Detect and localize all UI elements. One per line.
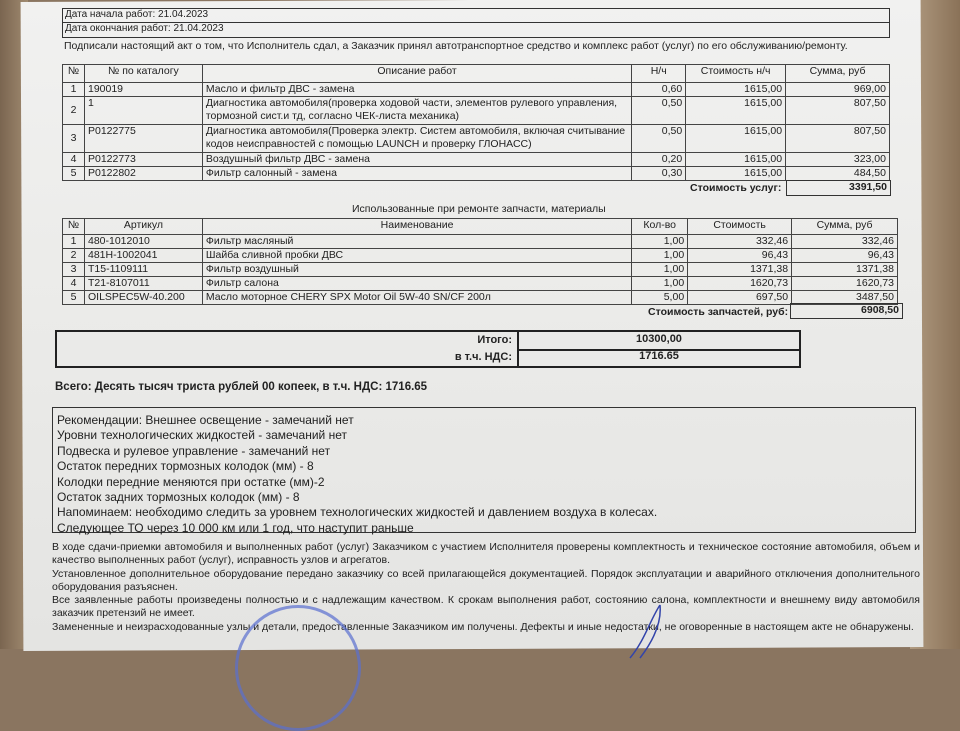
sum: 1620,73 [792,277,898,291]
hour-rate: 1615,00 [686,83,786,97]
part-name: Шайба сливной пробки ДВС [202,249,631,263]
col-header: Стоимость н/ч [686,65,786,83]
sum: 969,00 [786,83,890,97]
terms-paragraph: Установленное дополнительное оборудование передано заказчику со всей прилагающейся документацией. Порядок эксплуатации и аварийного отключения дополнительного оборудования разъяснен. [52,567,920,593]
totals-box [55,330,801,368]
price: 1371,38 [688,263,792,277]
table-row [63,167,890,181]
table-row [63,83,890,97]
part-name: Фильтр воздушный [202,263,631,277]
signature [620,600,680,660]
recommendation-line: Уровни технологических жидкостей - замечаний нет [57,428,347,443]
table-row [63,291,898,305]
recommendation-line: Колодки передние меняются при остатке (мм)-2 [57,474,325,489]
recommendation-line: Рекомендации: Внешнее освещение - замечаний нет [57,413,354,427]
col-header: № по каталогу [84,65,202,83]
hour-rate: 1615,00 [686,125,786,153]
article: 480-1012010 [84,235,202,249]
col-header: № [63,65,85,83]
work-description: Масло и фильтр ДВС - замена [202,83,631,97]
row-number: 4 [63,153,85,167]
works-total-label: Стоимость услуг: [690,182,782,194]
dates-box [62,8,890,38]
sum: 1371,38 [792,263,898,277]
table-row [63,125,890,153]
row-number: 4 [63,277,85,291]
hours: 0,50 [632,125,686,153]
price: 332,46 [688,235,792,249]
col-header: Наименование [202,219,631,235]
row-number: 5 [63,167,85,181]
hours: 0,20 [632,153,686,167]
article: OILSPEC5W-40.200 [84,291,202,305]
col-header: Артикул [84,219,202,235]
itogo-value: 10300,00 [517,332,799,351]
recommendation-line: Остаток задних тормозных колодок (мм) - 8 [57,490,300,505]
col-header: Описание работ [202,65,631,83]
sum: 96,43 [792,249,898,263]
parts-total: 6908,50 [790,303,903,319]
quantity: 1,00 [632,235,688,249]
catalog-number: P0122773 [84,153,202,167]
works-table [62,64,890,181]
work-description: Диагностика автомобиля(проверка ходовой части, элементов рулевого управления, тормозной сист.и тд, согласно ЧЕК-листа механика) [202,97,631,125]
hours: 0,30 [632,167,686,181]
article: T21-8107011 [84,277,202,291]
table-row [63,263,898,277]
recommendation-line: Остаток передних тормозных колодок (мм) - 8 [57,459,314,474]
quantity: 1,00 [632,249,688,263]
col-header: Сумма, руб [792,219,898,235]
hours: 0,50 [632,97,686,125]
table-row [63,277,898,291]
work-description: Воздушный фильтр ДВС - замена [202,153,631,167]
catalog-number: 190019 [84,83,202,97]
article: T15-1109111 [84,263,202,277]
terms-paragraph: Замененные и неизрасходованные узлы и детали, предоставленные Заказчиком им получены. Дефекты и иные недостатки, не оговоренные в настоящем акте не обнаружены. [52,620,914,633]
table-row [63,97,890,125]
catalog-number: P0122775 [84,125,202,153]
recommendation-line: Следующее ТО через 10 000 км или 1 год, что наступит раньше [57,520,414,535]
price: 697,50 [688,291,792,305]
hour-rate: 1615,00 [686,167,786,181]
table-row [63,153,890,167]
terms-paragraphs [52,541,920,634]
catalog-number: 1 [84,97,202,125]
total-in-words: Всего: Десять тысяч триста рублей 00 копеек, в т.ч. НДС: 1716.65 [55,381,428,393]
col-header: Кол-во [632,219,688,235]
col-header: Стоимость [688,219,792,235]
row-number: 1 [63,235,85,249]
parts-total-label: Стоимость запчастей, руб: [648,306,789,318]
table-row [63,235,898,249]
itogo-label: Итого: [477,334,512,346]
parts-table [62,218,898,305]
terms-paragraph: В ходе сдачи-приемки автомобиля и выполненных работ (услуг) Заказчиком с участием Исполнителя проверены комплектность и техническое состояние автомобиля, объем и качество выполненных работ (услуг), исправность узлов и агрегатов. [52,541,920,567]
intro-text: Подписали настоящий акт о том, что Исполнитель сдал, а Заказчик принял автотранспортное средство и комплекс работ (услуг) по его обслуживанию/ремонту. [64,40,848,52]
sum: 323,00 [786,153,890,167]
quantity: 1,00 [632,263,688,277]
vat-label: в т.ч. НДС: [454,351,512,363]
sum: 3487,50 [792,291,898,305]
end-date: Дата окончания работ: 21.04.2023 [65,23,224,34]
hour-rate: 1615,00 [686,153,786,167]
company-stamp [235,605,361,731]
quantity: 1,00 [632,277,688,291]
table-row [63,249,898,263]
work-description: Диагностика автомобиля(Проверка электр. Систем автомобиля, включая считывание кодов неисправностей с помощью LAUNCH и проверку ГЛОНАСС) [202,125,631,153]
start-date: Дата начала работ: 21.04.2023 [63,9,889,23]
price: 1620,73 [688,277,792,291]
sum: 807,50 [786,97,890,125]
quantity: 5,00 [632,291,688,305]
row-number: 2 [63,249,85,263]
col-header: Сумма, руб [786,65,890,83]
col-header: № [63,219,85,235]
hours: 0,60 [632,83,686,97]
price: 96,43 [688,249,792,263]
part-name: Фильтр масляный [202,235,631,249]
row-number: 1 [63,83,85,97]
row-number: 3 [63,263,85,277]
article: 481H-1002041 [84,249,202,263]
recommendations-box [52,407,916,533]
recommendation-line: Напоминаем: необходимо следить за уровнем технологических жидкостей и давлением воздуха в колесах. [57,505,658,520]
col-header: Н/ч [632,65,686,83]
sum: 484,50 [786,167,890,181]
sum: 332,46 [792,235,898,249]
works-total: 3391,50 [786,180,891,196]
vat-value: 1716.65 [517,350,799,366]
sum: 807,50 [786,125,890,153]
part-name: Фильтр салона [202,277,631,291]
row-number: 5 [63,291,85,305]
parts-title: Использованные при ремонте запчасти, материалы [352,203,606,215]
row-number: 3 [63,125,85,153]
recommendation-line: Подвеска и рулевое управление - замечаний нет [57,443,331,458]
part-name: Масло моторное CHERY SPX Motor Oil 5W-40 SN/CF 200л [202,291,631,305]
work-description: Фильтр салонный - замена [202,167,631,181]
catalog-number: P0122802 [84,167,202,181]
hour-rate: 1615,00 [686,97,786,125]
terms-paragraph: Все заявленные работы произведены полностью и с надлежащим качеством. К срокам выполнения работ, состоянию салона, комплектности и внешнему виду автомобиля заказчик претензий не имеет. [52,594,920,620]
row-number: 2 [63,97,85,125]
